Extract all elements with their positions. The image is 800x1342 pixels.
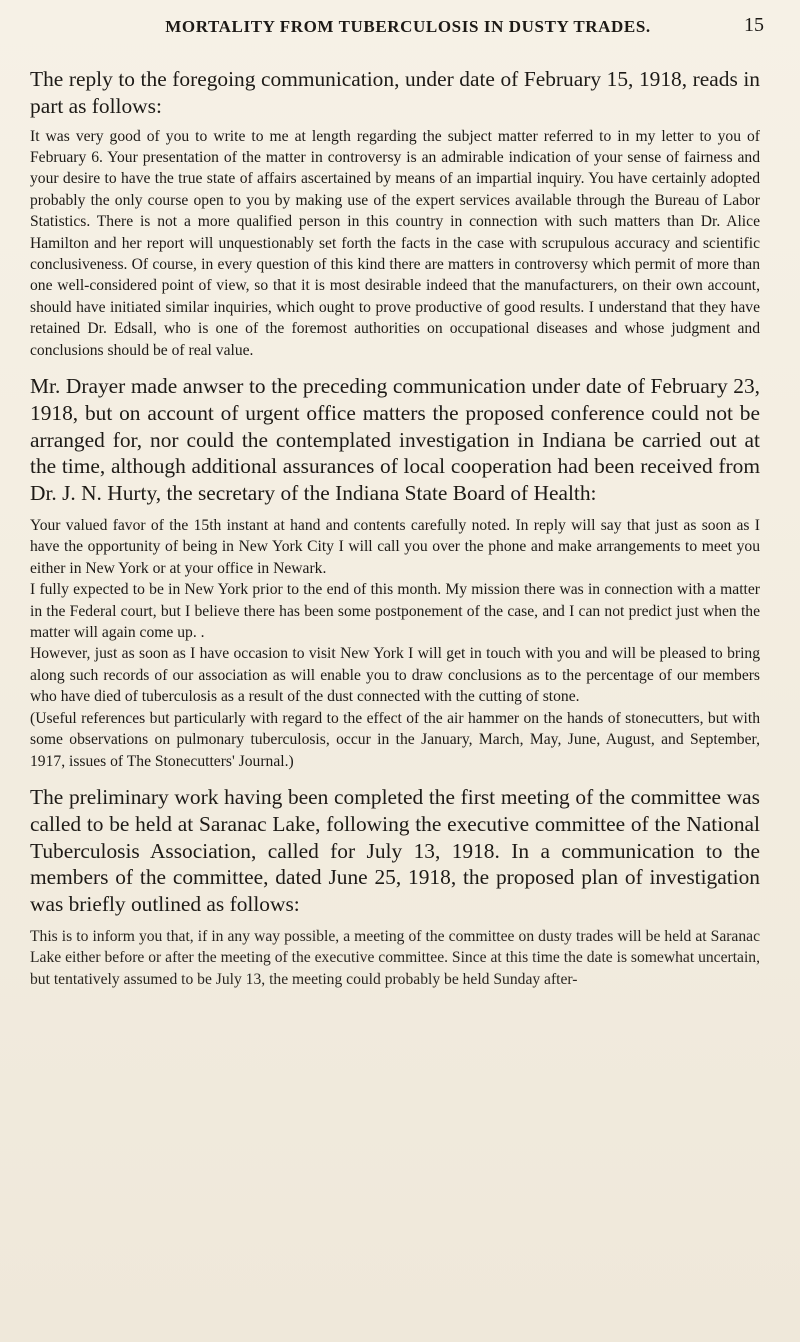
page-number: 15: [744, 14, 764, 36]
quote-paragraph: However, just as soon as I have occasion to visit New York I will get in touch with you and will be pleased to bring along such records of our association as will enable you to draw conclusions as to the percentage of our members who have died of tuberculosis as a result of the dust connected with the cutting of stone.: [30, 645, 760, 706]
intro-paragraph: The reply to the foregoing communication, under date of February 15, 1918, reads in part as follows:: [30, 67, 760, 118]
quoted-letter-hurty: [28, 515, 760, 772]
quote-paragraph: (Useful references but particularly with regard to the effect of the air hammer on the hands of stonecutters, but with some observations on pulmonary tuberculosis, occur in the January, March, May, June, August, and September, 1917, issues of The Stonecutters' Journal.): [30, 709, 760, 770]
quote-paragraph: I fully expected to be in New York prior to the end of this month. My mission there was in connection with a matter in the Federal court, but I believe there has been some postponement of the case, and I can not predict just when the matter will again come up. .: [30, 581, 760, 642]
quote-paragraph: Your valued favor of the 15th instant at hand and contents carefully noted. In reply will say that just as soon as I have the opportunity of being in New York City I will call you over the phone and make arrangements to meet you either in New York or at your office in Newark.: [30, 517, 760, 577]
page-content: [28, 66, 760, 1002]
quote-paragraph: It was very good of you to write to me at length regarding the subject matter referred to in my letter to you of February 6. Your presentation of the matter in controversy is an admirable indication of your sense of fairness and your desire to have the true state of affairs ascertained by means of an impartial inquiry. You have certainly adopted probably the only course open to you by making use of the expert services available through the Bureau of Labor Statistics. There is not a more qualified person in this country in connection with such matters than Dr. Alice Hamilton and her report will unquestionably set forth the facts in the case with scrupulous accuracy and scientific conclusiveness. Of course, in every question of this kind there are matters in controversy which permit of more than one well-considered point of view, so that it is most desirable indeed that the manufacturers, on their own account, should have initiated similar inquiries, which ought to prove productive of good results. I understand that they have retained Dr. Edsall, who is one of the foremost authorities on occupational diseases and whose judgment and conclusions should be of real value.: [30, 127, 760, 359]
quoted-committee-notice: [28, 926, 760, 990]
drayer-paragraph: Mr. Drayer made anwser to the preceding communication under date of February 23, 1918, but on account of urgent office matters the proposed conference could not be arranged for, nor could the contemplated investigation in Indiana be carried out at the time, although additional assurances of local cooperation had been received from Dr. J. N. Hurty, the secretary of the Indiana State Board of Health:: [30, 374, 760, 506]
running-head: MORTALITY FROM TUBERCULOSIS IN DUSTY TRADES.: [165, 17, 651, 36]
quoted-letter-hamilton: [28, 126, 760, 361]
preliminary-work-paragraph: The preliminary work having been completed the first meeting of the committee was called to be held at Saranac Lake, following the executive committee of the National Tuberculosis Association, called for July 13, 1918. In a communication to the members of the committee, dated June 25, 1918, the proposed plan of investigation was briefly outlined as follows:: [30, 784, 760, 917]
quote-paragraph: This is to inform you that, if in any way possible, a meeting of the committee on dusty trades will be held at Saranac Lake either before or after the meeting of the executive committee. Since at this time the date is somewhat uncertain, but tentatively assumed to be July 13, the meeting could probably be held Sunday after-: [30, 927, 760, 988]
